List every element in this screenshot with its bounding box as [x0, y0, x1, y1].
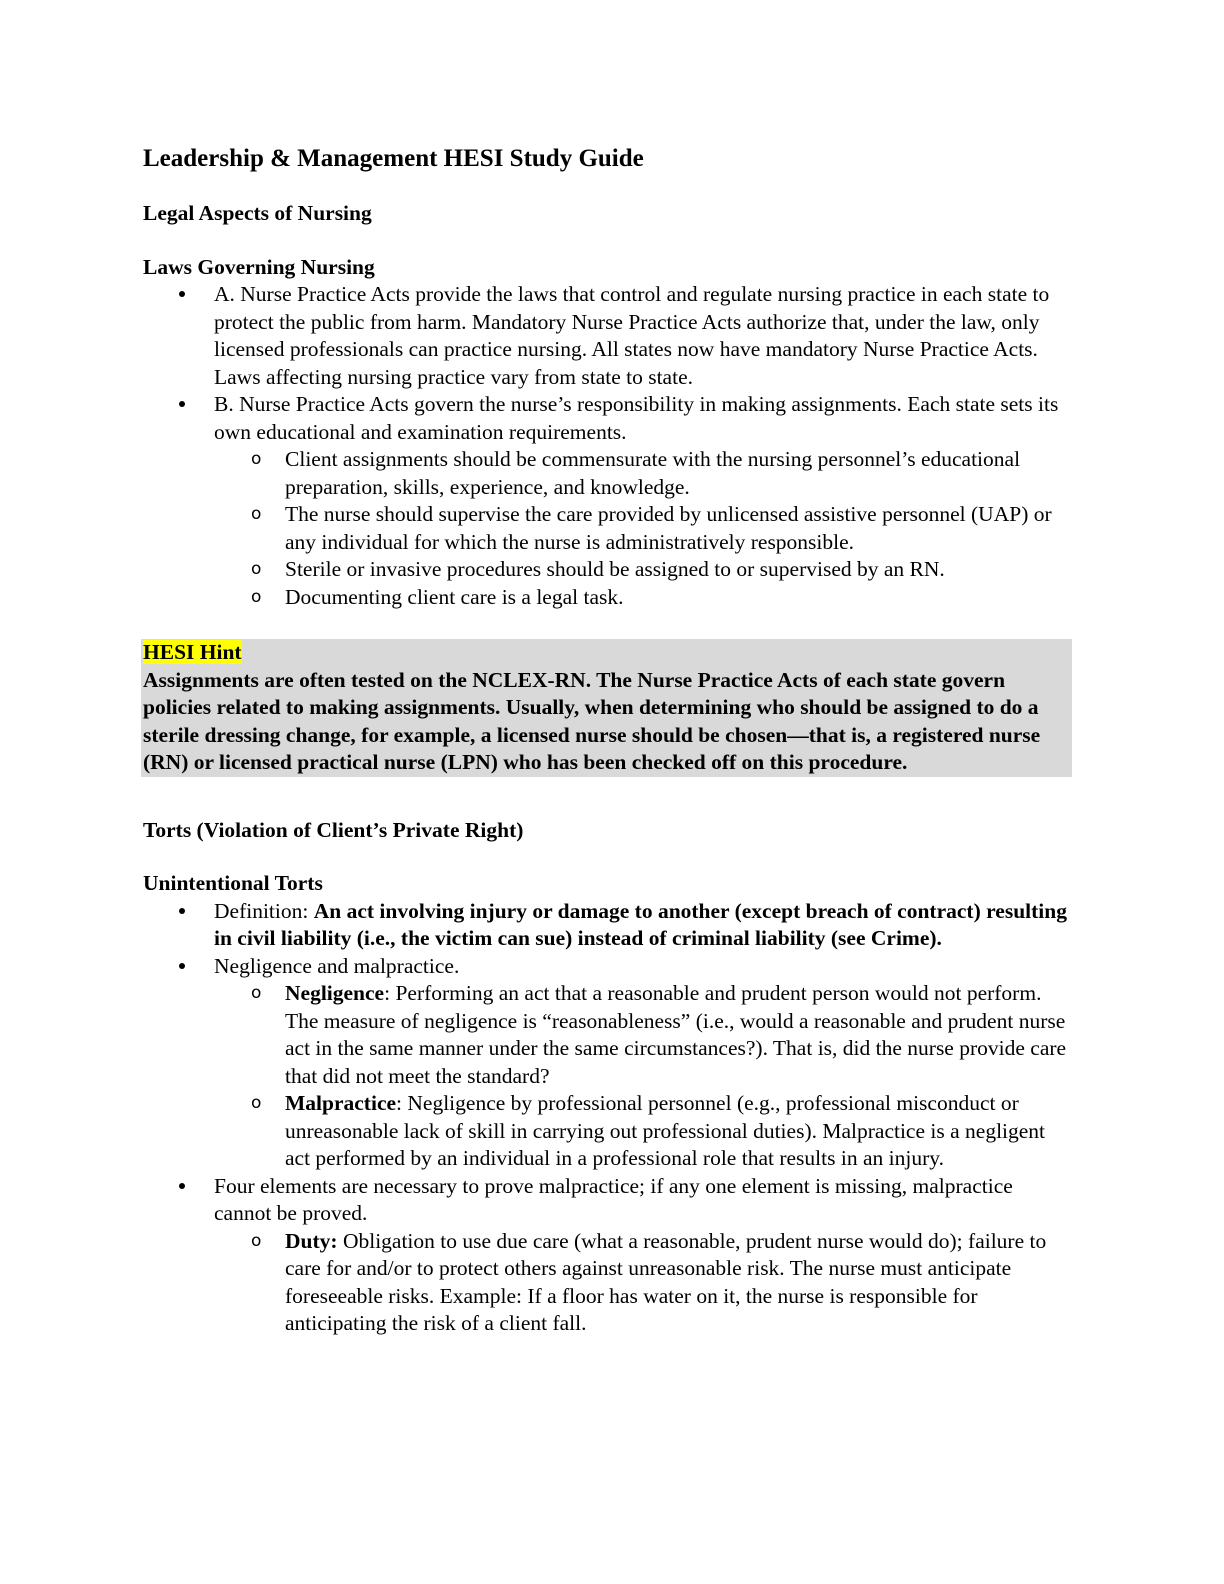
assignment-sublist: [214, 446, 1070, 611]
list-item-text: Negligence and malpractice.: [214, 953, 460, 978]
negligence-label: Negligence: [285, 981, 385, 1005]
list-item: [214, 980, 1070, 1090]
bullet-icon: [177, 1173, 187, 1201]
bullet-icon: [177, 281, 187, 309]
list-item: [214, 1228, 1070, 1338]
circle-bullet-icon: o: [251, 559, 262, 579]
bullet-icon: [177, 391, 187, 419]
duty-text: Obligation to use due care (what a reasonable, prudent nurse would do); failure to care for and/or to protect others against unreasonable risk. The nurse must anticipate foreseeable risks. Example: If a floor has water on it, the nurse is responsible for anticipating the risk of a client fall.: [285, 1228, 1047, 1335]
definition-text: An act involving injury or damage to another (except breach of contract) resulting in civil liability (i.e., the victim can sue) instead of criminal liability (see Crime).: [214, 898, 1067, 950]
circle-bullet-icon: o: [251, 449, 262, 469]
torts-heading: Torts (Violation of Client’s Private Right): [143, 817, 524, 842]
hesi-hint-box: [141, 639, 1072, 777]
hint-title: HESI Hint: [143, 640, 242, 664]
definition-label: Definition:: [214, 898, 314, 923]
circle-bullet-icon: o: [251, 1230, 262, 1251]
section-legal-aspects: Legal Aspects of Nursing: [143, 201, 372, 225]
bullet-icon: [177, 898, 187, 926]
circle-bullet-icon: o: [251, 983, 262, 1003]
list-item: [143, 281, 1070, 391]
laws-governing-nursing-heading: Laws Governing Nursing: [143, 254, 375, 279]
circle-bullet-icon: o: [251, 1093, 262, 1113]
list-item-text: A. Nurse Practice Acts provide the laws that control and regulate nursing practice in each state to protect the public from harm. Mandatory Nurse Practice Acts authorize that, under the law, only licensed professionals can practice nursing. All states now have mandatory Nurse Practice Acts. Laws affecting nursing practice vary from state to state.: [214, 282, 1050, 389]
list-item-text: Client assignments should be commensurate with the nursing personnel’s educational preparation, skills, experience, and knowledge.: [285, 447, 1021, 499]
list-item: [143, 391, 1070, 611]
unintentional-torts-heading: Unintentional Torts: [143, 871, 323, 895]
list-item-text: Documenting client care is a legal task.: [285, 584, 624, 609]
list-item-text: B. Nurse Practice Acts govern the nurse’s responsibility in making assignments. Each state sets its own educational and examination requirements.: [214, 392, 1059, 444]
document-title: Leadership & Management HESI Study Guide: [143, 145, 644, 172]
document-page: [143, 138, 1070, 1338]
list-item: [143, 953, 1070, 1173]
list-item: [143, 898, 1070, 953]
duty-label: Duty:: [285, 1228, 338, 1253]
negligence-text: : Performing an act that a reasonable and prudent person would not perform. The measure of negligence is “reasonableness” (i.e., would a reasonable and prudent nurse act in the same manner under the same circumstances?). That is, did the nurse provide care that did not meet the standard?: [285, 981, 1067, 1088]
list-item: [214, 501, 1070, 556]
laws-list: [143, 281, 1070, 611]
torts-list: [143, 898, 1070, 1338]
list-item-text: Four elements are necessary to prove malpractice; if any one element is missing, malpractice cannot be proved.: [214, 1173, 1013, 1225]
malpractice-label: Malpractice: [285, 1091, 397, 1115]
list-item: [214, 446, 1070, 501]
circle-bullet-icon: o: [251, 504, 262, 524]
negligence-sublist: [214, 980, 1070, 1173]
list-item: [214, 584, 1070, 612]
hint-body: Assignments are often tested on the NCLEX-RN. The Nurse Practice Acts of each state govern policies related to making assignments. Usually, when determining who should be assigned to do a sterile dressing change, for example, a licensed nurse should be chosen—that is, a registered nurse (RN) or licensed practical nurse (LPN) who has been checked off on this procedure.: [143, 667, 1041, 774]
list-item-text: The nurse should supervise the care provided by unlicensed assistive personnel (UAP) or any individual for which the nurse is administratively responsible.: [285, 502, 1052, 554]
circle-bullet-icon: o: [251, 586, 262, 607]
list-item-text: Sterile or invasive procedures should be assigned to or supervised by an RN.: [285, 557, 945, 581]
elements-sublist: [214, 1228, 1070, 1338]
malpractice-text: : Negligence by professional personnel (e.g., professional misconduct or unreasonable lack of skill in carrying out professional duties). Malpractice is a negligent act performed by an individual in a professional role that results in an injury.: [285, 1091, 1046, 1170]
list-item: [214, 556, 1070, 584]
bullet-icon: [177, 953, 187, 981]
list-item: [143, 1173, 1070, 1338]
list-item: [214, 1090, 1070, 1173]
